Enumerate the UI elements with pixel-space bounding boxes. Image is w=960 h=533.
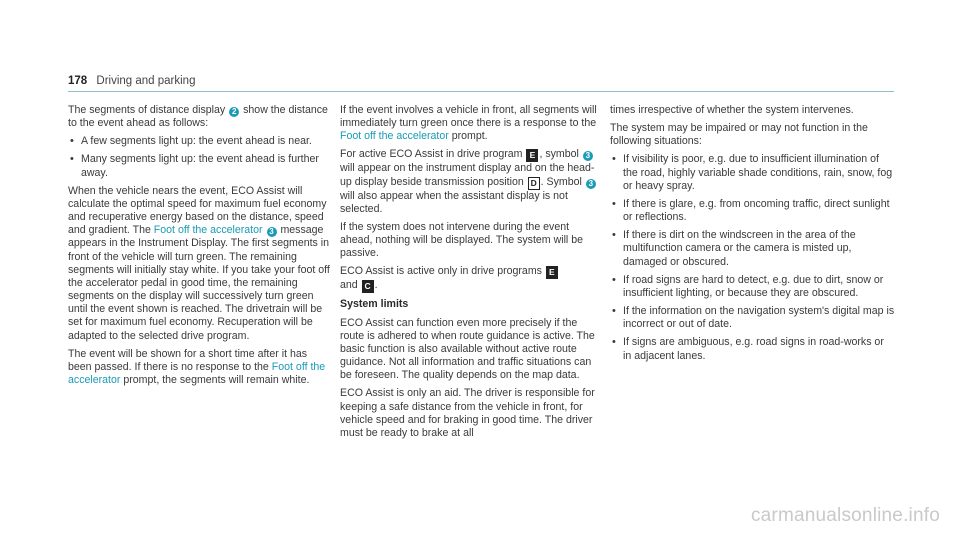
text: prompt, the segments will remain white. [120,373,310,386]
bullet-list [68,135,330,179]
header-divider [68,91,894,92]
section-title: Driving and parking [96,75,196,87]
paragraph: ECO Assist can function even more precisely if the route is adhered to when route guidance is active. The basic function is also available without active route guidance. Not all information and traffic situations can be foreseen. The quality depends on the map data. [340,316,595,382]
list-item: • If the information on the navigation system's digital map is incorrect or out of date. [610,305,895,331]
text: . [374,279,378,292]
bullet-list [610,153,895,362]
text: , symbol [539,148,582,161]
paragraph [340,104,602,143]
marker-3-icon: 3 [583,151,593,161]
marker-3-icon: 3 [586,179,596,189]
text: will also appear when the assistant display is not selected. [340,189,568,215]
display-message-link: Foot off the accelerator [340,130,449,143]
drive-program-e-icon: E [526,149,538,162]
marker-3-icon: 3 [267,227,277,237]
column-2 [340,104,602,445]
transmission-d-icon: D [528,177,540,190]
paragraph [68,348,330,387]
paragraph: The system may be impaired or may not function in the following situations: [610,122,868,148]
paragraph: ECO Assist is only an aid. The driver is responsible for keeping a safe distance from the vehicle in front, for vehicle speed and for braking in good time. The driver must be ready to brake at all [340,387,595,439]
display-message-link: Foot off the accelerator [153,224,263,237]
display-message-link: Foot off the accelerator [68,360,326,386]
text: . Symbol [540,175,585,188]
list-item: • A few segments light up: the event ahead is near. [68,135,330,148]
list-item: • If there is glare, e.g. from oncoming traffic, direct sunlight or reflections. [610,198,895,224]
paragraph: times irrespective of whether the system intervenes. [610,104,854,116]
text: For active ECO Assist in drive program [340,148,526,161]
paragraph [340,148,602,215]
paragraph [68,104,330,130]
text: The event will be shown for a short time after it has been passed. If there is no response to the [68,347,308,373]
text: ECO Assist is active only in drive programs [340,265,545,278]
text: prompt. [448,130,488,143]
list-item: • If signs are ambiguous, e.g. road signs in road-works or in adjacent lanes. [610,336,895,362]
text: show the distance to the event ahead as follows: [68,104,328,130]
list-item: • If there is dirt on the windscreen in the area of the multifunction camera or the camera is misted up, damaged or obscured. [610,229,895,268]
page-header [68,74,195,88]
drive-program-e-icon: E [546,266,558,279]
subheading-system-limits: System limits [340,298,409,311]
text: When the vehicle nears the event, ECO Assist will calculate the optimal speed for maximum fuel economy and recuperative energy based on the distance, speed and gradient. The [68,184,327,237]
column-1 [68,104,330,392]
text: message appears in the Instrument Display. The first segments in front of the vehicle will turn green. The remaining segments will initially stay white. If you take your foot off the accelerator pedal in good time, the remaining segments on the display will successively turn green until the event shown is reached. The drivetrain will be set for maximum fuel economy. Recuperation will be adapted to the selected drive program. [68,224,330,342]
text: The segments of distance display [68,104,229,116]
column-3 [610,104,895,368]
watermark: carmanualsonline.info [750,505,940,526]
list-item: • If road signs are hard to detect, e.g. due to dirt, snow or insufficient lighting, or because they are obscured. [610,274,895,300]
paragraph: If the system does not intervene during the event ahead, nothing will be displayed. The system will be passive. [340,220,584,260]
paragraph [340,265,602,293]
page-number: 178 [68,75,88,87]
text: will appear on the instrument display and on the head-up display beside transmission position [340,162,595,188]
marker-2-icon: 2 [229,107,239,117]
text: If the event involves a vehicle in front, all segments will immediately turn green once there is a response to the [340,104,597,130]
drive-program-c-icon: C [362,280,374,293]
text: and [340,279,361,292]
paragraph [68,185,330,343]
list-item: • Many segments light up: the event ahead is further away. [68,153,330,179]
list-item: • If visibility is poor, e.g. due to insufficient illumination of the road, highly variable shade conditions, rain, snow, fog or heavy spray. [610,153,895,192]
